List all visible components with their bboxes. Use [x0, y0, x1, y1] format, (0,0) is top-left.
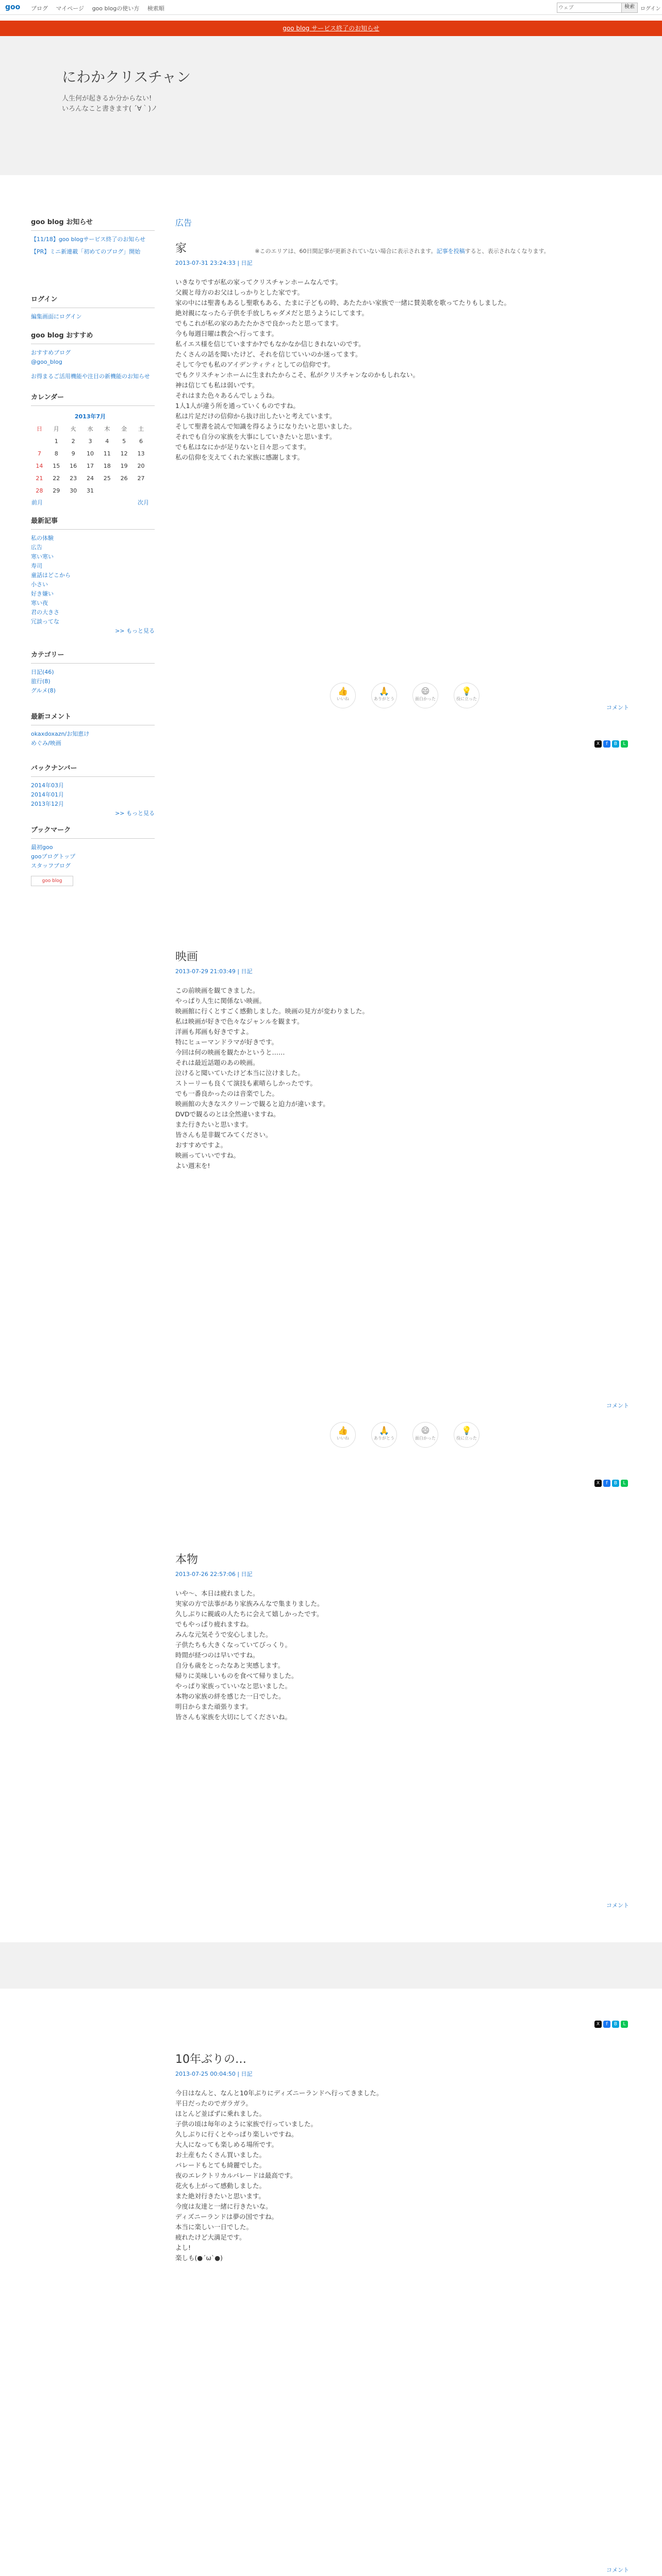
bookmark-item[interactable]: スタッフブログ — [31, 862, 71, 869]
follow-item[interactable]: おすすめブログ — [31, 349, 71, 356]
follow-heading: goo blog おすすめ — [31, 330, 155, 344]
facebook-share-icon[interactable]: f — [603, 2021, 610, 2028]
calendar-day: 14 — [36, 462, 43, 469]
reaction-label: ありがとう — [374, 697, 394, 701]
recent-item[interactable]: 広告 — [31, 544, 42, 551]
calendar-day: 11 — [103, 450, 111, 457]
post-line: それは最近話題のあの映画。 — [175, 1059, 259, 1066]
reaction-icon: 💡 — [461, 1426, 472, 1435]
calendar-day — [133, 484, 150, 497]
calendar-day: 5 — [122, 437, 126, 445]
calendar-day: 9 — [71, 450, 75, 457]
post-line: DVDで観るのとは全然違いますね。 — [175, 1110, 280, 1118]
post-line: 私は片足だけの信仰から抜け出したいと考えています。 — [175, 412, 336, 420]
reaction-buttons — [330, 1422, 495, 1453]
calendar-day: 21 — [36, 474, 43, 482]
post-line: よい週末を! — [175, 1162, 210, 1170]
x-share-icon[interactable]: X — [594, 1480, 602, 1487]
post-line: おすすめですよ。 — [175, 1141, 227, 1149]
post-meta[interactable]: 2013-07-29 21:03:49 | 日記 — [175, 968, 253, 975]
post-line: 今も毎週日曜は教会へ行ってます。 — [175, 330, 278, 337]
post-line: 明日からまた頑張ります。 — [175, 1703, 253, 1710]
calendar-day: 7 — [37, 450, 41, 457]
backnumber-more-link[interactable]: >> もっと見る — [115, 810, 155, 817]
calendar-day: 12 — [120, 450, 128, 457]
recent-item[interactable]: 好き嫌い — [31, 590, 54, 597]
recent-item[interactable]: 私の体験 — [31, 535, 54, 541]
facebook-share-icon[interactable]: f — [603, 740, 610, 748]
reaction-icon: 🙏 — [379, 686, 389, 696]
reaction-label: 面白かった — [415, 1436, 436, 1440]
post-line: でも一番良かったのは音楽でした。 — [175, 1090, 279, 1097]
line-share-icon[interactable]: L — [621, 1480, 628, 1487]
calendar-day: 4 — [105, 437, 109, 445]
reaction-label: ありがとう — [374, 1436, 394, 1440]
calendar-day: 17 — [86, 462, 94, 469]
calendar-day: 28 — [36, 487, 43, 494]
ad-notice-text: ※このエリアは、60日間記事が更新されていない場合に表示されます。 — [255, 248, 437, 255]
post-meta[interactable]: 2013-07-26 22:57:06 | 日記 — [175, 1571, 253, 1578]
share-buttons — [593, 2020, 629, 2028]
post-line: 帰りに美味しいものを食べて帰りました。 — [175, 1672, 298, 1680]
post-line: たくさんの話を聞いたけど、それを信じていいのか迷ってます。 — [175, 350, 362, 358]
post — [175, 948, 629, 1484]
post-line: お土産もたくさん買いました。 — [175, 2151, 266, 2159]
reaction-button[interactable] — [330, 683, 356, 708]
calendar-day: 18 — [103, 462, 111, 469]
post-line: ディズニーランドは夢の国ですね。 — [175, 2213, 278, 2221]
recent-item[interactable]: 寒い寒い — [31, 553, 54, 560]
x-share-icon[interactable]: X — [594, 2021, 602, 2028]
weekday: 木 — [104, 426, 110, 432]
post-line: いきなりですが私の家ってクリスチャンホームなんです。 — [175, 278, 342, 286]
login-link[interactable]: ログイン — [640, 6, 661, 12]
comment-link[interactable]: コメント — [606, 2567, 629, 2573]
post-line: 神は信じても私は弱いです。 — [175, 381, 259, 389]
calendar-heading: カレンダー — [31, 392, 155, 406]
comment-link[interactable]: コメント — [606, 704, 629, 711]
post-line: 今度は友達と一緒に行きたいな。 — [175, 2202, 272, 2210]
reaction-button[interactable] — [412, 1422, 438, 1448]
post-line: 子供の頃は毎年のように家族で行っていました。 — [175, 2120, 318, 2128]
post — [175, 240, 629, 775]
calendar-prev[interactable]: 前月 — [31, 499, 43, 506]
post-line: また絶対行きたいと思います。 — [175, 2192, 266, 2200]
calendar-day: 24 — [86, 474, 94, 482]
share-buttons — [593, 1479, 629, 1487]
category-item[interactable]: 旅行(8) — [31, 678, 51, 685]
category-item[interactable]: 日記(46) — [31, 669, 54, 675]
post-title[interactable]: 家 — [175, 242, 187, 255]
post-line: 洋画も邦画も好きですよ。 — [175, 1028, 253, 1036]
weekday: 金 — [121, 426, 127, 432]
follow-item[interactable]: @goo_blog — [31, 359, 62, 365]
post-line: 大人になっても楽しめる場所です。 — [175, 2141, 278, 2148]
post-line: 絶対親になったら子供を手放しちゃダメだと思うようにしてます。 — [175, 309, 369, 317]
calendar-day: 19 — [120, 462, 128, 469]
reaction-button[interactable] — [371, 1422, 397, 1448]
reaction-icon: 😄 — [421, 686, 430, 696]
post-body — [175, 1588, 567, 1722]
sidebar-backnumber — [31, 762, 155, 818]
blog-header — [0, 36, 662, 175]
comment-link[interactable]: コメント — [606, 1902, 629, 1909]
post-line: 1人1人が違う所を通っていくものですね。 — [175, 402, 300, 410]
calendar-day: 8 — [54, 450, 58, 457]
ad-notice-text2: すると、表示されなくなります。 — [465, 248, 550, 255]
post-line: 時間が経つのは早いですね。 — [175, 1651, 259, 1659]
sidebar-recent — [31, 515, 155, 636]
reaction-icon: 👍 — [338, 1426, 348, 1435]
sidebar-bookmarks — [31, 824, 155, 886]
calendar-day: 30 — [70, 487, 77, 494]
reaction-label: いいね — [337, 1436, 349, 1440]
bookmark-item[interactable]: gooブログトップ — [31, 853, 76, 860]
reaction-buttons — [330, 683, 495, 714]
post-line: 皆さんも是非観てみてください。 — [175, 1131, 272, 1139]
post-line: 映画っていいですね。 — [175, 1151, 240, 1159]
post-line: 本物の家族の絆を感じた一日でした。 — [175, 1692, 285, 1700]
calendar-next[interactable]: 次月 — [138, 499, 149, 506]
facebook-share-icon[interactable]: f — [603, 1480, 610, 1487]
category-item[interactable]: グルメ(8) — [31, 687, 56, 694]
post-body — [175, 2088, 567, 2263]
post-line: それはまた色々あるんでしょうね。 — [175, 392, 279, 399]
post-line: そして聖書を読んで知識を得るようになりたいと思いました。 — [175, 422, 356, 430]
post-line: やっぱり人生に関係ない映画。 — [175, 997, 266, 1005]
hatena-share-icon[interactable]: B — [612, 740, 619, 748]
post-line: よし! — [175, 2244, 191, 2251]
bookmark-item[interactable]: 最初goo — [31, 844, 53, 851]
post-line: 父親と母方のお父はしっかりとした家です。 — [175, 289, 304, 296]
post-line: 子供たちも大きくなっていてびっくり。 — [175, 1641, 292, 1649]
weekday: 水 — [87, 426, 93, 432]
reaction-icon: 🙏 — [379, 1426, 389, 1435]
post-line: 特にヒューマンドラマが好きです。 — [175, 1038, 278, 1046]
top-link-blog[interactable]: ブログ — [31, 5, 48, 12]
reaction-icon: 👍 — [338, 686, 348, 696]
line-share-icon[interactable]: L — [621, 740, 628, 748]
post-line: でも私はなにかが足りないと日々思ってます。 — [175, 443, 310, 451]
recent-item[interactable]: 小さい — [31, 581, 48, 588]
post-line: みんな元気そうで安心しました。 — [175, 1631, 272, 1638]
follow-note[interactable]: お得まるご活用機能や注目の新機能のお知らせ — [31, 373, 150, 380]
sidebar-calendar — [31, 392, 155, 509]
recent-heading: 最新記事 — [31, 515, 155, 530]
post-line: パレードもとても綺麗でした。 — [175, 2161, 266, 2169]
post-line: 久しぶりに行くとやっぱり楽しいですね。 — [175, 2130, 298, 2138]
post-line: それでも自分の家族を大事にしていきたいと思います。 — [175, 433, 336, 440]
top-link-howto[interactable]: goo blogの使い方 — [92, 5, 140, 12]
post-line: 自分も歳をとったなあと実感します。 — [175, 1662, 285, 1669]
comment-heading: 最新コメント — [31, 711, 155, 725]
reaction-button[interactable] — [330, 1422, 356, 1448]
calendar-day: 29 — [53, 487, 60, 494]
post-line: 楽しも(●´ω`●) — [175, 2254, 223, 2262]
news-item[interactable]: 【11/18】goo blogサービス終了のお知らせ — [31, 236, 146, 243]
post-line: 久しぶりに親戚の人たちに会えて嬉しかったです。 — [175, 1610, 323, 1618]
goo-logo[interactable]: goo — [5, 3, 21, 11]
post-line: そして今でも私のアイデンティティとしての信仰です。 — [175, 361, 335, 368]
section-divider-band — [0, 1942, 662, 1989]
news-item[interactable]: 【PR】ミニ新連載「初めてのブログ」開始 — [31, 248, 141, 255]
sidebar-comments — [31, 711, 155, 748]
reaction-label: 役に立った — [456, 697, 477, 701]
calendar-day: 15 — [53, 462, 60, 469]
calendar-day: 6 — [139, 437, 143, 445]
top-links — [31, 4, 171, 12]
recent-item[interactable]: 寒い夜 — [31, 600, 48, 606]
search-input[interactable] — [557, 3, 622, 13]
sidebar-login — [31, 294, 155, 321]
reaction-icon: 💡 — [461, 686, 472, 696]
ad-title[interactable]: 広告 — [175, 218, 192, 228]
calendar-day: 25 — [103, 474, 111, 482]
calendar-day: 31 — [86, 487, 94, 494]
calendar-day: 23 — [70, 474, 77, 482]
recent-item[interactable]: 寿司 — [31, 563, 42, 569]
post-line: 疲れたけど大満足です。 — [175, 2233, 246, 2241]
goo-blog-badge[interactable]: goo blog — [31, 876, 73, 886]
calendar-day — [98, 484, 115, 497]
top-link-order[interactable]: 検索順 — [147, 5, 164, 12]
calendar-caption: 2013年7月 — [74, 413, 106, 420]
calendar-day — [115, 484, 133, 497]
post-line: また行きたいと思います。 — [175, 1121, 253, 1128]
hatena-share-icon[interactable]: B — [612, 2021, 619, 2028]
calendar-day: 27 — [137, 474, 145, 482]
calendar-day: 20 — [137, 462, 145, 469]
recent-more-link[interactable]: >> もっと見る — [115, 628, 155, 634]
post-line: 映画館の大きなスクリーンで観ると迫力が違います。 — [175, 1100, 329, 1108]
search-button[interactable]: 検索 — [621, 3, 638, 13]
backnumber-heading: バックナンバー — [31, 762, 155, 777]
post — [175, 1551, 629, 1911]
weekday: 火 — [70, 426, 76, 432]
comment-item[interactable]: めぐみ/映画 — [31, 740, 61, 747]
news-heading: goo blog お知らせ — [31, 216, 155, 231]
recent-item[interactable]: 冗談ってな — [31, 618, 59, 625]
post-meta[interactable]: 2013-07-31 23:24:33 | 日記 — [175, 260, 253, 266]
post-line: 実家の方で法事があり家族みんなで集まりました。 — [175, 1600, 324, 1607]
post-line: いや〜、本日は疲れました。 — [175, 1589, 259, 1597]
recent-item[interactable]: 君の大きさ — [31, 609, 59, 616]
ad-post-link[interactable]: 記事を投稿 — [436, 248, 465, 255]
post-line: 映画館に行くとすごく感動しました。映画の見方が変わりました。 — [175, 1007, 369, 1015]
post-line: この前映画を観てきました。 — [175, 987, 259, 994]
post-body — [175, 986, 567, 1171]
calendar-day: 16 — [70, 462, 77, 469]
post-line: 私イエス様を信じていますか?でもなかなか信じきれないのです。 — [175, 340, 365, 348]
reaction-icon: 😄 — [421, 1426, 430, 1435]
x-share-icon[interactable]: X — [594, 740, 602, 748]
post-line: 今回は何の映画を観たかというと…… — [175, 1048, 285, 1056]
category-heading: カテゴリー — [31, 649, 155, 664]
calendar-day: 10 — [86, 450, 94, 457]
share-buttons — [593, 739, 629, 748]
post-line: ストーリーも良くて演技も素晴らしかったです。 — [175, 1079, 317, 1087]
edit-login-link[interactable]: 編集画面にログイン — [31, 313, 82, 320]
backnumber-item[interactable]: 2014年01月 — [31, 791, 64, 798]
post-body — [175, 277, 567, 463]
calendar-day: 22 — [53, 474, 60, 482]
sidebar-news — [31, 216, 155, 257]
line-share-icon[interactable]: L — [621, 2021, 628, 2028]
reaction-label: 役に立った — [456, 1436, 477, 1440]
reaction-label: 面白かった — [415, 697, 436, 701]
weekday: 日 — [36, 426, 42, 432]
hatena-share-icon[interactable]: B — [612, 1480, 619, 1487]
post-line: 平日だったのでガラガラ。 — [175, 2099, 253, 2107]
post-line: ほとんど並ばずに乗れました。 — [175, 2110, 266, 2117]
backnumber-item[interactable]: 2013年12月 — [31, 801, 64, 807]
top-navigation-bar — [0, 0, 662, 15]
calendar-day — [31, 435, 48, 447]
post-title[interactable]: 映画 — [175, 951, 198, 963]
post-line: でもクリスチャンホームに生まれたからこそ、私がクリスチャンなのかもしれない。 — [175, 371, 420, 379]
post-line: 泣けると聞いていたけど本当に泣けました。 — [175, 1069, 305, 1077]
reaction-button[interactable] — [412, 683, 438, 708]
comment-link[interactable]: コメント — [606, 1402, 629, 1409]
reaction-button[interactable] — [371, 683, 397, 708]
service-end-notice[interactable]: goo blog サービス終了のお知らせ — [0, 21, 662, 36]
post-line: でもやっぱり疲れますね。 — [175, 1620, 253, 1628]
post-title[interactable]: 10年ぶりの… — [175, 2053, 246, 2066]
login-heading: ログイン — [31, 294, 155, 308]
post-line: 皆さんも家族を大切にしてくださいね。 — [175, 1713, 292, 1721]
backnumber-item[interactable]: 2014年03月 — [31, 782, 64, 789]
calendar-day: 1 — [54, 437, 58, 445]
comment-item[interactable]: okaxdoxazn/お知恵け — [31, 731, 90, 737]
calendar-day: 26 — [120, 474, 128, 482]
recent-item[interactable]: 童話はどこから — [31, 572, 71, 579]
blog-description-line2: いろんなこと書きます( ´∀｀)ノ — [62, 105, 158, 113]
reaction-label: いいね — [337, 697, 349, 701]
post-line: 私の信仰を支えてくれた家族に感謝します。 — [175, 453, 304, 461]
post-meta[interactable]: 2013-07-25 00:04:50 | 日記 — [175, 2071, 253, 2077]
post-line: でもこれが私の家のあたたかさで良かったと思ってます。 — [175, 319, 343, 327]
post-line: 花火も上がって感動しました。 — [175, 2182, 266, 2190]
reaction-button[interactable] — [454, 683, 479, 708]
post — [175, 2022, 629, 2576]
calendar-day: 3 — [88, 437, 92, 445]
top-link-mypage[interactable]: マイページ — [56, 5, 85, 12]
weekday: 土 — [138, 426, 144, 432]
sidebar-follow — [31, 330, 155, 381]
post-line: 夜のエレクトリカルパレードは最高です。 — [175, 2172, 297, 2179]
post-line: 本当に楽しい一日でした。 — [175, 2223, 253, 2231]
post-title[interactable]: 本物 — [175, 1553, 198, 1566]
calendar-table — [31, 410, 150, 509]
blog-title[interactable]: にわかクリスチャン — [62, 69, 191, 86]
calendar-day: 13 — [137, 450, 145, 457]
post-line: 今日はなんと、なんと10年ぶりにディズニーランドへ行ってきました。 — [175, 2089, 383, 2097]
reaction-button[interactable] — [454, 1422, 479, 1448]
calendar-body — [31, 435, 150, 497]
weekday: 月 — [53, 426, 59, 432]
bookmark-heading: ブックマーク — [31, 824, 155, 839]
post-line: 家の中には聖書もあるし聖歌もある、たまに子どもの時、あたたかい家族で一緒に賛美歌を歌ってたりもしました。 — [175, 299, 511, 307]
post-line: 私は映画が好きで色々なジャンルを観ます。 — [175, 1018, 304, 1025]
sidebar-categories — [31, 649, 155, 696]
post-line: やっぱり家族っていいなと思いました。 — [175, 1682, 292, 1690]
calendar-day: 2 — [71, 437, 75, 445]
blog-description-line1: 人生何が起きるか分からない! — [62, 95, 152, 103]
